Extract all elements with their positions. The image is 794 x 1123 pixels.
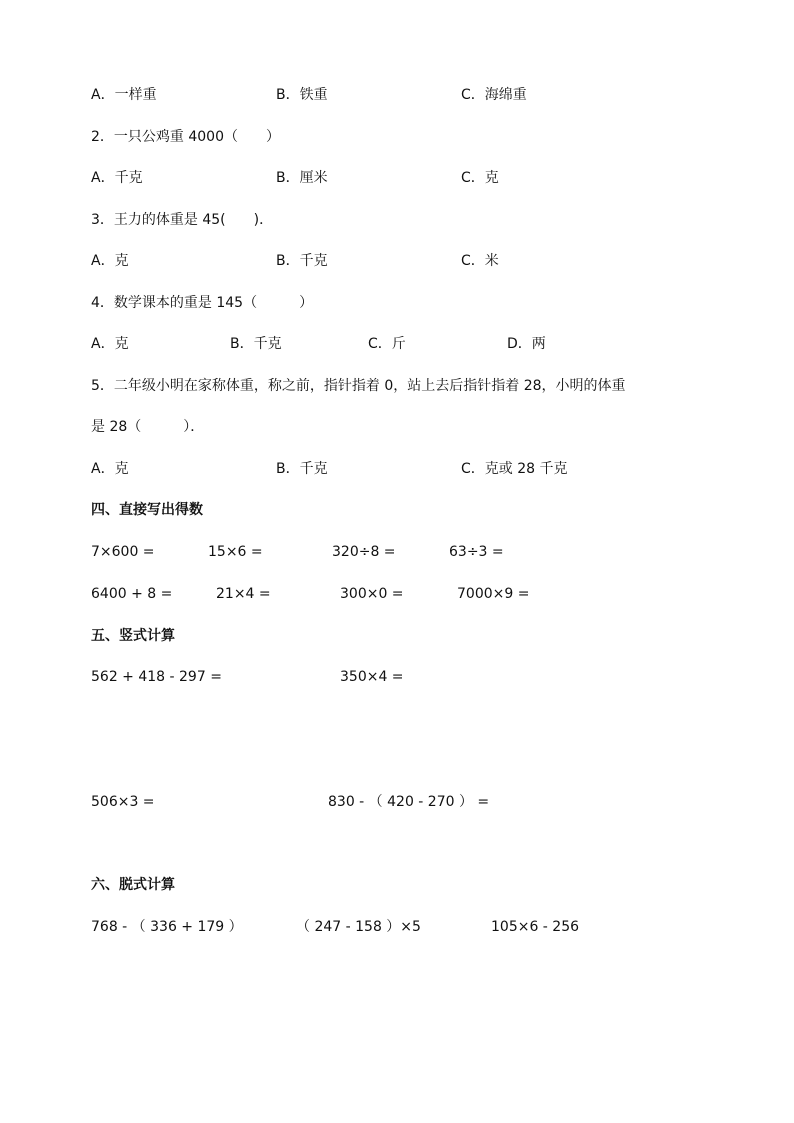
s4-r1-item2: 15×6 = bbox=[208, 544, 263, 560]
s4-r2-item3: 300×0 = bbox=[340, 586, 404, 602]
s5-r2-item2: 830 - （ 420 - 270 ） = bbox=[328, 794, 490, 810]
q1-option-b: B．铁重 bbox=[276, 87, 328, 103]
s4-r2-item4: 7000×9 = bbox=[457, 586, 530, 602]
q1-option-c: C．海绵重 bbox=[461, 87, 527, 103]
section-6-title: 六、脱式计算 bbox=[91, 877, 175, 893]
s5-r1-item1: 562 + 418 - 297 = bbox=[91, 669, 222, 685]
q4-option-c: C．斤 bbox=[368, 336, 406, 352]
q4-option-a: A．克 bbox=[91, 336, 129, 352]
s4-r1-item4: 63÷3 = bbox=[449, 544, 504, 560]
q5-option-c: C．克或 28 千克 bbox=[461, 461, 568, 477]
s6-item3: 105×6 - 256 bbox=[491, 919, 580, 935]
q4-option-b: B．千克 bbox=[230, 336, 282, 352]
q5-stem-line2: 是 28（ ）． bbox=[91, 419, 205, 435]
s6-item1: 768 - （ 336 + 179 ） bbox=[91, 919, 243, 935]
q3-option-c: C．米 bbox=[461, 253, 499, 269]
q2-stem: 2．一只公鸡重 4000（ ） bbox=[91, 129, 280, 145]
q3-option-a: A．克 bbox=[91, 253, 129, 269]
s4-r2-item1: 6400 + 8 = bbox=[91, 586, 173, 602]
s5-r2-item1: 506×3 = bbox=[91, 794, 155, 810]
s4-r1-item1: 7×600 = bbox=[91, 544, 155, 560]
q5-option-b: B．千克 bbox=[276, 461, 328, 477]
q1-option-a: A．一样重 bbox=[91, 87, 157, 103]
q5-stem-line1: 5．二年级小明在家称体重，称之前，指针指着 0，站上去后指针指着 28，小明的体重 bbox=[91, 378, 626, 394]
q2-option-c: C．克 bbox=[461, 170, 499, 186]
q3-option-b: B．千克 bbox=[276, 253, 328, 269]
section-4-title: 四、直接写出得数 bbox=[91, 502, 203, 518]
s4-r1-item3: 320÷8 = bbox=[332, 544, 396, 560]
s6-item2: （ 247 - 158 ）×5 bbox=[296, 919, 421, 935]
s5-r1-item2: 350×4 = bbox=[340, 669, 404, 685]
q2-option-b: B．厘米 bbox=[276, 170, 328, 186]
q3-stem: 3．王力的体重是 45( )． bbox=[91, 212, 274, 228]
q5-option-a: A．克 bbox=[91, 461, 129, 477]
q4-stem: 4．数学课本的重是 145（ ） bbox=[91, 295, 314, 311]
section-5-title: 五、竖式计算 bbox=[91, 628, 175, 644]
q2-option-a: A．千克 bbox=[91, 170, 143, 186]
q4-option-d: D．两 bbox=[507, 336, 546, 352]
s4-r2-item2: 21×4 = bbox=[216, 586, 271, 602]
